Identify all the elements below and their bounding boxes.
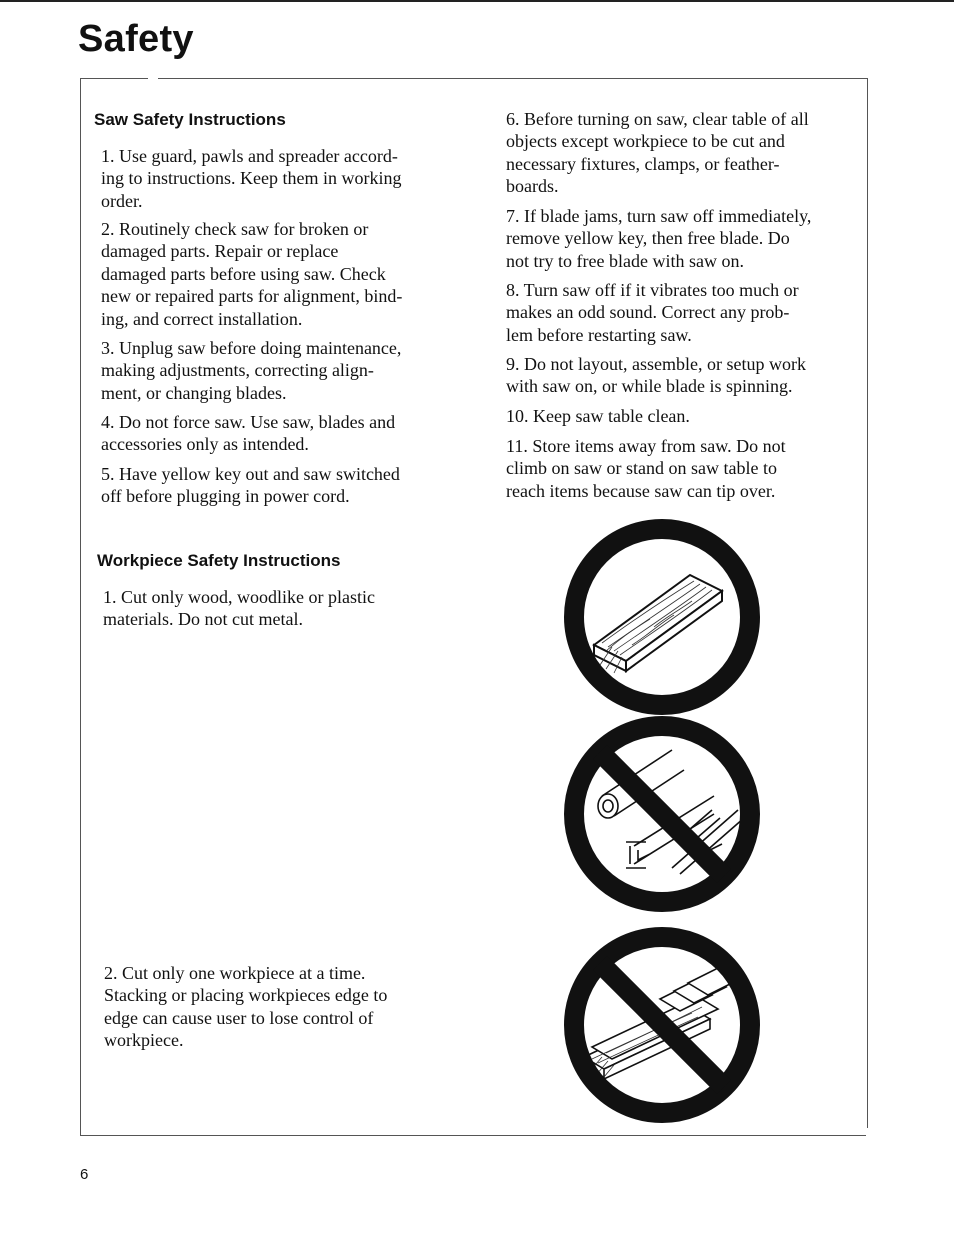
frame-gap [866, 1128, 874, 1138]
workpiece-safety-item-2: 2. Cut only one workpiece at a time. Stacking or placing workpieces edge to edge can cause user to lose control of workpiece. [104, 963, 388, 1051]
saw-safety-item-6: 6. Before turning on saw, clear table of all objects except workpiece to be cut and necessary fixtures, clamps, or feather- boards. [506, 109, 809, 197]
saw-safety-item-9: 9. Do not layout, assemble, or setup work with saw on, or while blade is spinning. [506, 354, 806, 397]
saw-safety-item-3: 3. Unplug saw before doing maintenance, making adjustments, correcting align- ment, or changing blades. [101, 338, 402, 403]
saw-safety-item-11: 11. Store items away from saw. Do not climb on saw or stand on saw table to reach items because saw can tip over. [506, 436, 786, 501]
saw-safety-item-1: 1. Use guard, pawls and spreader accord- ing to instructions. Keep them in working order. [101, 146, 402, 211]
no-stacked-workpieces-icon [562, 925, 762, 1125]
no-metal-icon [562, 714, 762, 914]
wood-board-icon [562, 517, 762, 717]
saw-safety-item-2: 2. Routinely check saw for broken or damaged parts. Repair or replace damaged parts before using saw. Check new or repaired parts for alignment, bind- ing, and correct installation. [101, 219, 403, 329]
saw-safety-item-8: 8. Turn saw off if it vibrates too much or makes an odd sound. Correct any prob- lem before restarting saw. [506, 280, 799, 345]
saw-safety-item-7: 7. If blade jams, turn saw off immediately, remove yellow key, then free blade. Do not try to free blade with saw on. [506, 206, 812, 271]
workpiece-safety-heading: Workpiece Safety Instructions [97, 551, 341, 570]
frame-gap [148, 74, 158, 82]
saw-safety-heading: Saw Safety Instructions [94, 110, 286, 129]
top-rule [0, 0, 954, 2]
page-title: Safety [78, 18, 194, 60]
page-number: 6 [80, 1166, 89, 1183]
workpiece-safety-item-1: 1. Cut only wood, woodlike or plastic materials. Do not cut metal. [103, 587, 375, 630]
saw-safety-item-4: 4. Do not force saw. Use saw, blades and accessories only as intended. [101, 412, 396, 455]
saw-safety-item-5: 5. Have yellow key out and saw switched off before plugging in power cord. [101, 464, 400, 507]
saw-safety-item-10: 10. Keep saw table clean. [506, 406, 690, 426]
